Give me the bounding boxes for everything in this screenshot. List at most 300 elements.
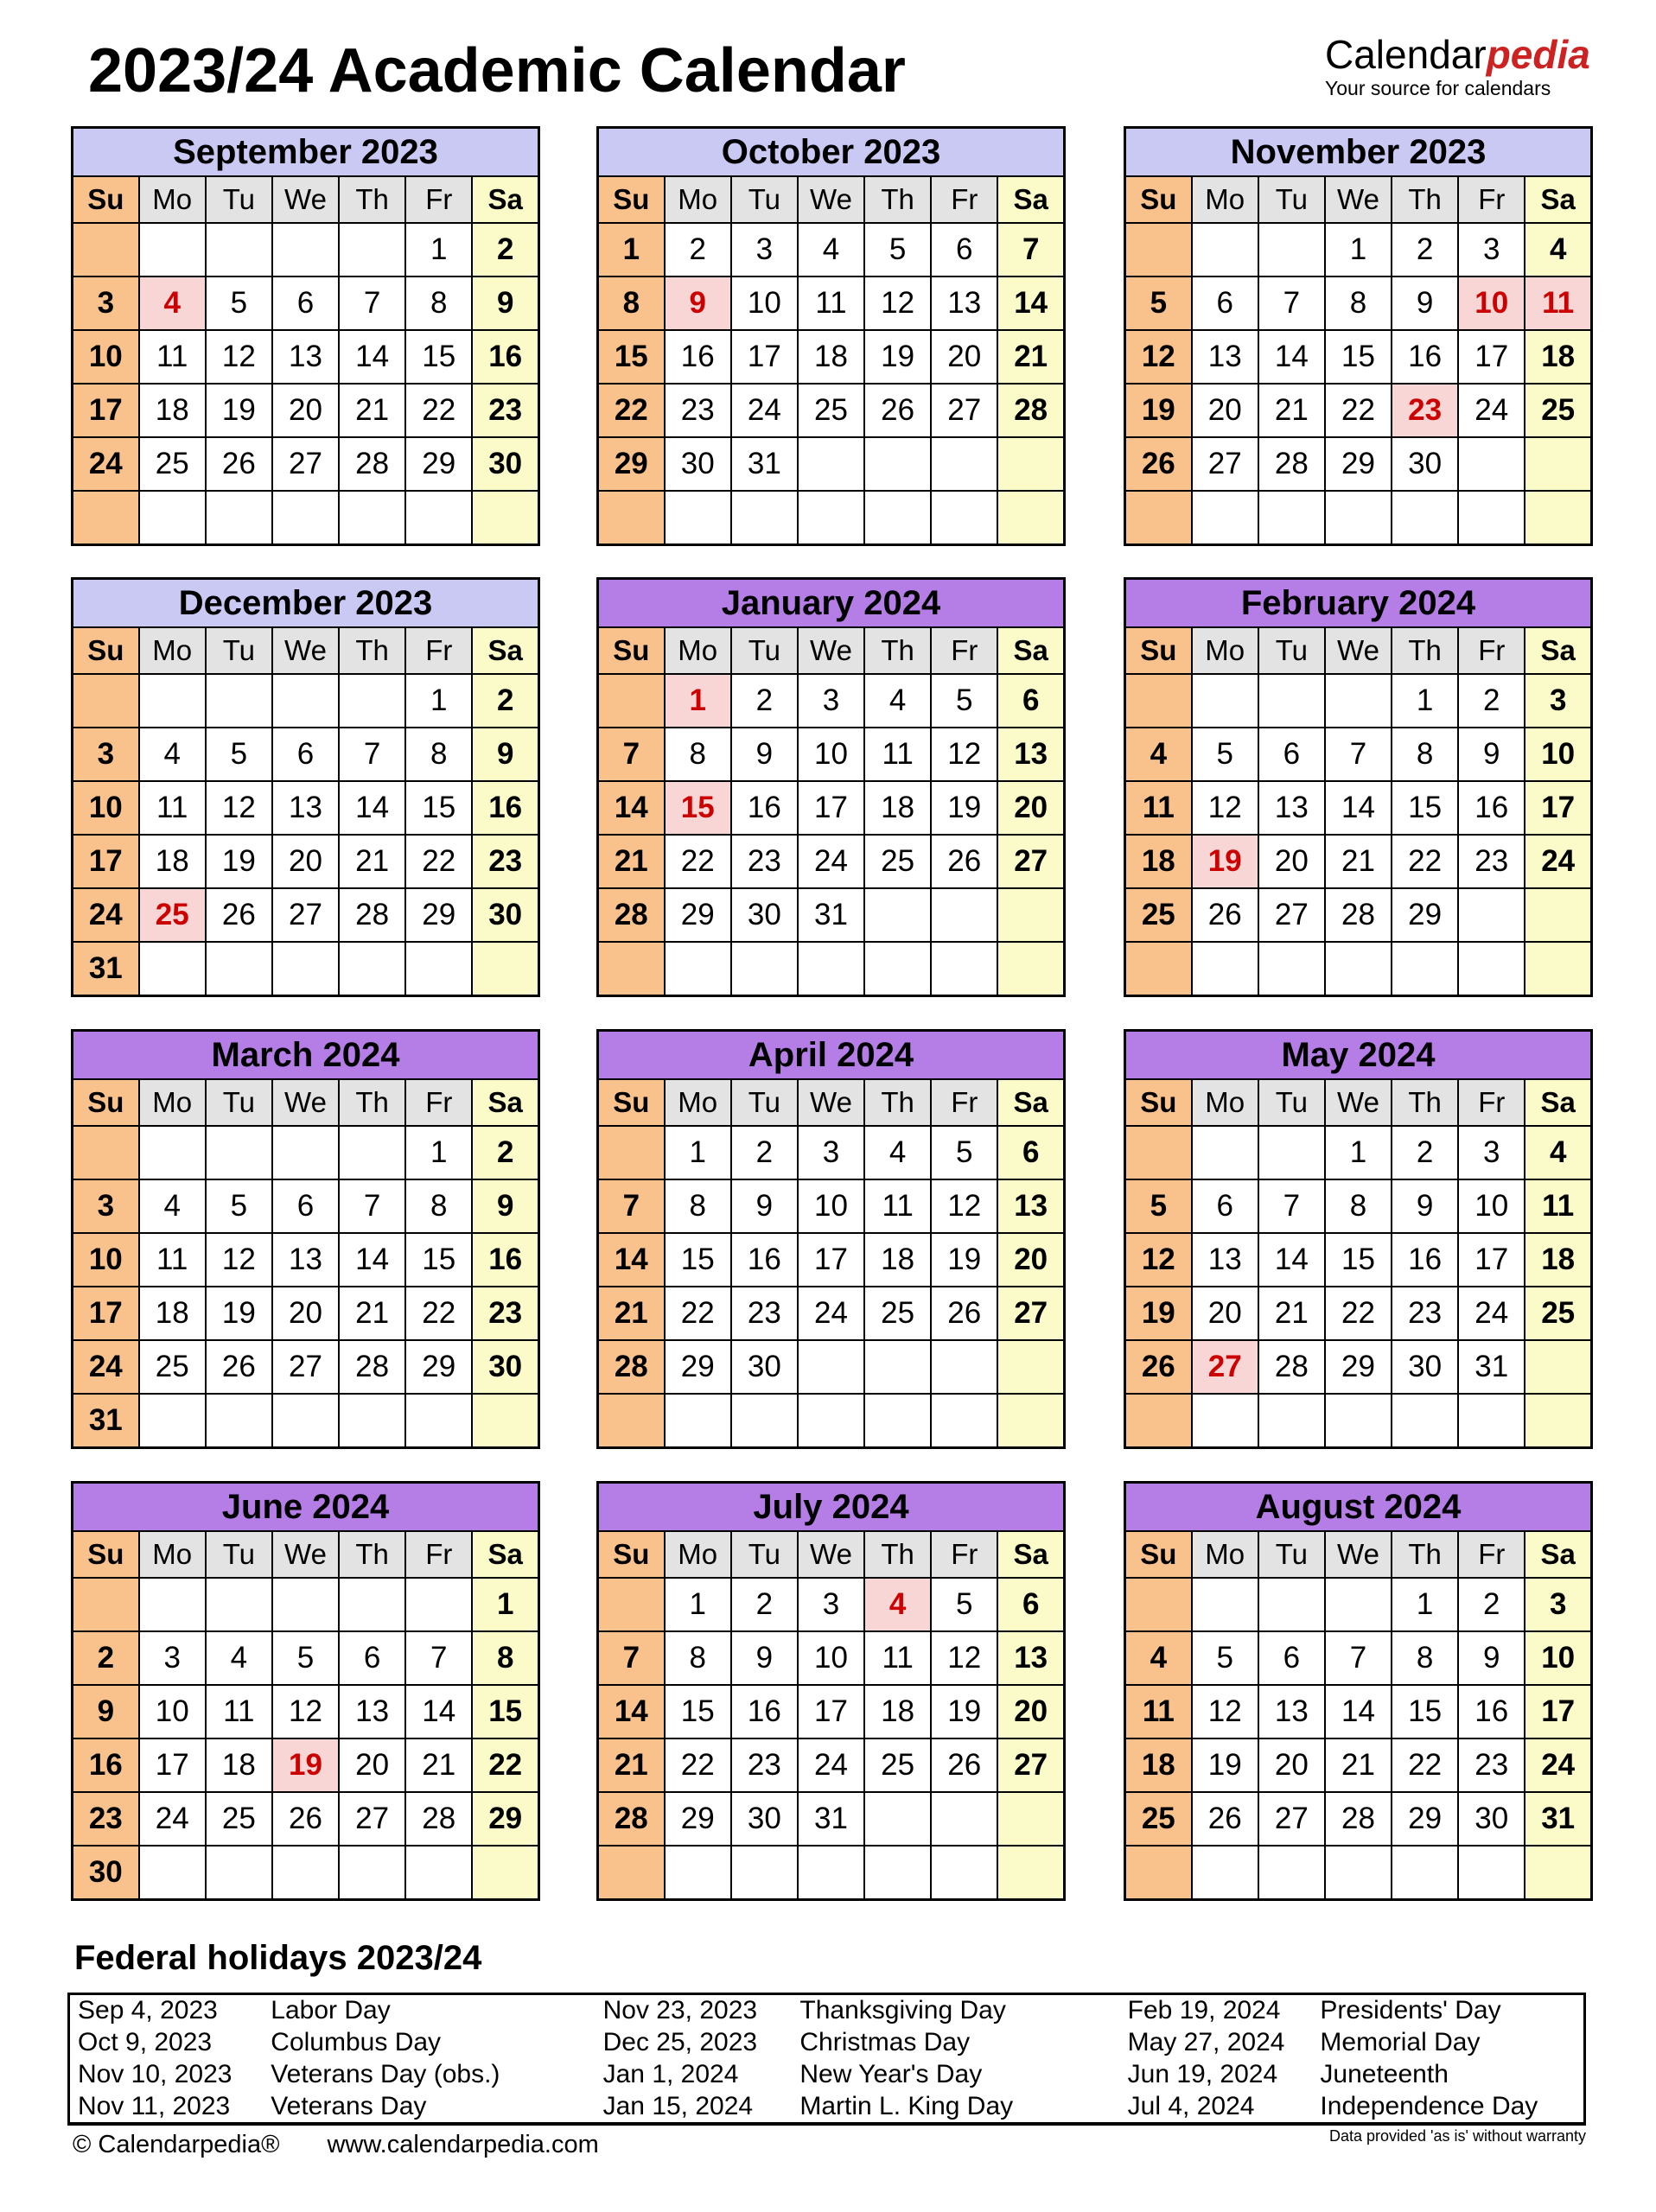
date-cell-empty xyxy=(272,491,339,545)
date-cell-empty xyxy=(1525,888,1591,942)
date-cell: 21 xyxy=(1325,835,1392,888)
date-cell: 8 xyxy=(1392,1631,1458,1685)
date-cell: 12 xyxy=(1125,1233,1192,1287)
date-cell-holiday: 10 xyxy=(1458,276,1525,330)
holiday-date: Jan 1, 2024 xyxy=(602,2059,739,2088)
date-cell: 29 xyxy=(665,1792,731,1846)
date-cell: 10 xyxy=(798,1631,864,1685)
date-cell: 26 xyxy=(1125,437,1192,491)
month-calendar-december-2023 xyxy=(71,577,540,997)
date-cell: 23 xyxy=(472,1287,538,1340)
date-cell: 3 xyxy=(1525,674,1591,728)
date-cell: 28 xyxy=(598,888,665,942)
date-cell-empty xyxy=(1125,674,1192,728)
date-cell: 9 xyxy=(1392,276,1458,330)
date-cell-empty xyxy=(405,1394,472,1448)
date-cell: 17 xyxy=(73,1287,139,1340)
date-cell: 11 xyxy=(139,1233,206,1287)
date-cell: 19 xyxy=(206,384,272,437)
date-cell-empty xyxy=(1392,1846,1458,1900)
date-cell: 1 xyxy=(405,1126,472,1179)
date-cell: 29 xyxy=(1325,1340,1392,1394)
month-calendar-march-2024 xyxy=(71,1029,540,1449)
date-cell: 15 xyxy=(665,1685,731,1738)
date-cell: 17 xyxy=(798,781,864,835)
date-cell-empty xyxy=(272,1578,339,1631)
date-cell-empty xyxy=(864,1846,931,1900)
date-cell-empty xyxy=(798,1340,864,1394)
date-cell-empty xyxy=(665,491,731,545)
date-cell: 3 xyxy=(139,1631,206,1685)
date-cell-empty xyxy=(598,942,665,996)
date-cell: 11 xyxy=(1125,1685,1192,1738)
logo-tagline: Your source for calendars xyxy=(1325,77,1551,99)
date-cell-empty xyxy=(1458,1394,1525,1448)
date-cell-empty xyxy=(598,1578,665,1631)
date-cell-empty xyxy=(997,1792,1064,1846)
weekday-header-sa: Sa xyxy=(997,176,1064,223)
date-cell-empty xyxy=(206,942,272,996)
date-cell-empty xyxy=(1392,942,1458,996)
date-cell: 18 xyxy=(864,1685,931,1738)
date-cell-empty xyxy=(73,1578,139,1631)
date-cell-empty xyxy=(798,437,864,491)
federal-holidays-title: Federal holidays 2023/24 xyxy=(74,1939,482,1977)
holiday-name: Memorial Day xyxy=(1320,2028,1481,2057)
holiday-name: Juneteenth xyxy=(1320,2059,1449,2088)
date-cell: 21 xyxy=(1325,1738,1392,1792)
date-cell: 22 xyxy=(405,384,472,437)
date-cell: 29 xyxy=(665,1340,731,1394)
date-cell: 5 xyxy=(206,728,272,781)
date-cell: 24 xyxy=(1525,835,1591,888)
date-cell: 8 xyxy=(1325,276,1392,330)
date-cell: 16 xyxy=(1392,1233,1458,1287)
date-cell: 6 xyxy=(1258,1631,1325,1685)
date-cell: 8 xyxy=(665,728,731,781)
date-cell: 25 xyxy=(798,384,864,437)
date-cell-empty xyxy=(1125,223,1192,276)
date-cell: 19 xyxy=(931,1233,997,1287)
date-cell: 10 xyxy=(73,330,139,384)
date-cell: 15 xyxy=(405,781,472,835)
date-cell-holiday: 15 xyxy=(665,781,731,835)
date-cell-empty xyxy=(1392,491,1458,545)
weekday-header-sa: Sa xyxy=(1525,627,1591,674)
date-cell-empty xyxy=(864,1394,931,1448)
date-cell-empty xyxy=(1125,1846,1192,1900)
date-cell: 22 xyxy=(405,835,472,888)
date-cell: 29 xyxy=(405,437,472,491)
month-title: March 2024 xyxy=(73,1031,539,1080)
date-cell-empty xyxy=(206,223,272,276)
weekday-header-su: Su xyxy=(73,176,139,223)
date-cell: 7 xyxy=(1325,1631,1392,1685)
date-cell: 5 xyxy=(272,1631,339,1685)
date-cell: 24 xyxy=(1458,384,1525,437)
date-cell: 5 xyxy=(931,1126,997,1179)
date-cell: 3 xyxy=(1458,1126,1525,1179)
date-cell-empty xyxy=(598,1126,665,1179)
date-cell: 14 xyxy=(339,1233,405,1287)
date-cell: 23 xyxy=(73,1792,139,1846)
date-cell: 11 xyxy=(206,1685,272,1738)
weekday-header-th: Th xyxy=(339,627,405,674)
federal-holidays-table xyxy=(67,1993,1586,2126)
date-cell: 18 xyxy=(206,1738,272,1792)
date-cell: 1 xyxy=(405,223,472,276)
date-cell: 15 xyxy=(405,1233,472,1287)
date-cell: 20 xyxy=(272,384,339,437)
date-cell-empty xyxy=(472,491,538,545)
date-cell-empty xyxy=(272,674,339,728)
date-cell: 18 xyxy=(1125,835,1192,888)
date-cell: 28 xyxy=(1258,1340,1325,1394)
weekday-header-we: We xyxy=(798,627,864,674)
date-cell: 13 xyxy=(1258,1685,1325,1738)
date-cell-empty xyxy=(931,942,997,996)
month-title: February 2024 xyxy=(1125,579,1592,628)
date-cell: 13 xyxy=(1192,1233,1258,1287)
date-cell: 27 xyxy=(272,437,339,491)
date-cell-empty xyxy=(1258,1394,1325,1448)
month-calendar-june-2024 xyxy=(71,1481,540,1901)
weekday-header-we: We xyxy=(798,176,864,223)
date-cell: 22 xyxy=(1392,1738,1458,1792)
date-cell: 3 xyxy=(73,276,139,330)
date-cell-empty xyxy=(931,1340,997,1394)
date-cell: 6 xyxy=(339,1631,405,1685)
date-cell: 23 xyxy=(1458,1738,1525,1792)
date-cell: 7 xyxy=(339,728,405,781)
date-cell: 10 xyxy=(73,781,139,835)
holiday-date: Nov 23, 2023 xyxy=(602,1996,758,2025)
date-cell: 10 xyxy=(1525,728,1591,781)
date-cell: 2 xyxy=(665,223,731,276)
date-cell: 19 xyxy=(1125,1287,1192,1340)
date-cell: 21 xyxy=(997,330,1064,384)
date-cell: 6 xyxy=(1192,276,1258,330)
holiday-date: Oct 9, 2023 xyxy=(78,2028,213,2057)
date-cell: 3 xyxy=(73,728,139,781)
date-cell: 24 xyxy=(139,1792,206,1846)
date-cell-empty xyxy=(206,674,272,728)
date-cell: 16 xyxy=(472,330,538,384)
date-cell: 2 xyxy=(1458,1578,1525,1631)
date-cell: 12 xyxy=(931,1631,997,1685)
date-cell: 19 xyxy=(206,1287,272,1340)
date-cell-empty xyxy=(1325,1846,1392,1900)
weekday-header-mo: Mo xyxy=(1192,176,1258,223)
date-cell-empty xyxy=(931,1846,997,1900)
date-cell: 20 xyxy=(997,781,1064,835)
date-cell-empty xyxy=(731,491,798,545)
date-cell-empty xyxy=(472,1394,538,1448)
month-title: October 2023 xyxy=(598,128,1065,177)
holiday-name: Veterans Day (obs.) xyxy=(271,2059,500,2088)
month-calendar-february-2024 xyxy=(1124,577,1593,997)
date-cell: 5 xyxy=(864,223,931,276)
date-cell: 24 xyxy=(731,384,798,437)
date-cell: 25 xyxy=(864,835,931,888)
date-cell: 15 xyxy=(472,1685,538,1738)
date-cell: 17 xyxy=(798,1233,864,1287)
date-cell: 9 xyxy=(731,1179,798,1233)
date-cell: 21 xyxy=(339,1287,405,1340)
date-cell: 24 xyxy=(798,1287,864,1340)
date-cell: 31 xyxy=(1458,1340,1525,1394)
date-cell-empty xyxy=(1458,437,1525,491)
date-cell: 15 xyxy=(1325,330,1392,384)
date-cell: 14 xyxy=(598,781,665,835)
weekday-header-su: Su xyxy=(598,1531,665,1578)
date-cell: 27 xyxy=(1258,888,1325,942)
date-cell: 7 xyxy=(339,1179,405,1233)
date-cell: 26 xyxy=(1125,1340,1192,1394)
date-cell: 4 xyxy=(864,674,931,728)
date-cell: 30 xyxy=(472,437,538,491)
holiday-name: Thanksgiving Day xyxy=(799,1996,1006,2025)
date-cell: 4 xyxy=(139,1179,206,1233)
date-cell: 29 xyxy=(405,888,472,942)
date-cell: 4 xyxy=(1125,1631,1192,1685)
date-cell: 27 xyxy=(1192,437,1258,491)
date-cell: 21 xyxy=(339,384,405,437)
date-cell-empty xyxy=(206,1578,272,1631)
weekday-header-tu: Tu xyxy=(1258,1531,1325,1578)
weekday-header-sa: Sa xyxy=(997,1531,1064,1578)
date-cell-empty xyxy=(1192,491,1258,545)
date-cell: 21 xyxy=(1258,1287,1325,1340)
weekday-header-we: We xyxy=(272,1531,339,1578)
holiday-date: Jun 19, 2024 xyxy=(1127,2059,1278,2088)
date-cell: 30 xyxy=(472,888,538,942)
weekday-header-tu: Tu xyxy=(731,1531,798,1578)
date-cell: 8 xyxy=(405,728,472,781)
holiday-date: Jan 15, 2024 xyxy=(602,2091,754,2120)
date-cell-empty xyxy=(339,1846,405,1900)
date-cell-empty xyxy=(272,1126,339,1179)
weekday-header-su: Su xyxy=(1125,1531,1192,1578)
date-cell: 5 xyxy=(931,674,997,728)
footer-line xyxy=(73,2131,599,2159)
date-cell: 28 xyxy=(339,437,405,491)
date-cell-empty xyxy=(1525,1340,1591,1394)
month-title: April 2024 xyxy=(598,1031,1065,1080)
date-cell: 13 xyxy=(931,276,997,330)
month-title: December 2023 xyxy=(73,579,539,628)
date-cell: 1 xyxy=(665,1126,731,1179)
date-cell: 30 xyxy=(73,1846,139,1900)
date-cell: 16 xyxy=(73,1738,139,1792)
date-cell-empty xyxy=(798,942,864,996)
date-cell: 29 xyxy=(598,437,665,491)
date-cell-empty xyxy=(1192,223,1258,276)
date-cell-empty xyxy=(472,1846,538,1900)
date-cell: 9 xyxy=(73,1685,139,1738)
date-cell-empty xyxy=(864,491,931,545)
date-cell-holiday: 9 xyxy=(665,276,731,330)
date-cell-empty xyxy=(1325,1578,1392,1631)
date-cell-empty xyxy=(1192,674,1258,728)
weekday-header-sa: Sa xyxy=(472,627,538,674)
date-cell: 17 xyxy=(1458,1233,1525,1287)
website-link[interactable]: www.calendarpedia.com xyxy=(327,2131,599,2158)
date-cell-empty xyxy=(139,1394,206,1448)
date-cell: 25 xyxy=(864,1738,931,1792)
date-cell: 21 xyxy=(1258,384,1325,437)
weekday-header-we: We xyxy=(272,627,339,674)
date-cell: 21 xyxy=(339,835,405,888)
date-cell: 25 xyxy=(206,1792,272,1846)
date-cell-empty xyxy=(798,1394,864,1448)
date-cell: 7 xyxy=(598,1179,665,1233)
weekday-header-su: Su xyxy=(1125,176,1192,223)
weekday-header-su: Su xyxy=(598,176,665,223)
date-cell: 17 xyxy=(1525,781,1591,835)
date-cell: 10 xyxy=(798,728,864,781)
date-cell: 22 xyxy=(1325,1287,1392,1340)
date-cell: 9 xyxy=(472,276,538,330)
date-cell-empty xyxy=(272,223,339,276)
date-cell: 16 xyxy=(665,330,731,384)
date-cell: 23 xyxy=(1458,835,1525,888)
weekday-header-th: Th xyxy=(1392,1531,1458,1578)
date-cell: 17 xyxy=(731,330,798,384)
month-calendar-july-2024 xyxy=(596,1481,1066,1901)
date-cell: 10 xyxy=(731,276,798,330)
weekday-header-sa: Sa xyxy=(472,176,538,223)
date-cell-empty xyxy=(405,942,472,996)
date-cell: 21 xyxy=(598,1738,665,1792)
date-cell: 2 xyxy=(1458,674,1525,728)
date-cell: 14 xyxy=(405,1685,472,1738)
date-cell: 30 xyxy=(731,1792,798,1846)
date-cell: 11 xyxy=(864,728,931,781)
weekday-header-su: Su xyxy=(1125,627,1192,674)
date-cell: 12 xyxy=(272,1685,339,1738)
date-cell-empty xyxy=(1458,888,1525,942)
date-cell: 22 xyxy=(1392,835,1458,888)
weekday-header-mo: Mo xyxy=(1192,627,1258,674)
date-cell-empty xyxy=(139,942,206,996)
date-cell: 14 xyxy=(1258,1233,1325,1287)
date-cell: 12 xyxy=(206,330,272,384)
date-cell: 14 xyxy=(1325,781,1392,835)
holiday-date: Nov 11, 2023 xyxy=(78,2091,231,2120)
date-cell: 6 xyxy=(272,1179,339,1233)
date-cell: 2 xyxy=(731,1578,798,1631)
date-cell: 21 xyxy=(598,835,665,888)
date-cell: 8 xyxy=(598,276,665,330)
weekday-header-mo: Mo xyxy=(1192,1531,1258,1578)
date-cell: 12 xyxy=(864,276,931,330)
weekday-header-we: We xyxy=(1325,176,1392,223)
date-cell: 3 xyxy=(73,1179,139,1233)
date-cell: 9 xyxy=(1458,1631,1525,1685)
month-calendar-september-2023 xyxy=(71,126,540,546)
logo-brand xyxy=(1325,32,1590,77)
date-cell: 26 xyxy=(206,888,272,942)
weekday-header-fr: Fr xyxy=(1458,627,1525,674)
weekday-header-mo: Mo xyxy=(139,627,206,674)
weekday-header-sa: Sa xyxy=(1525,1079,1591,1126)
date-cell: 2 xyxy=(73,1631,139,1685)
month-title: May 2024 xyxy=(1125,1031,1592,1080)
date-cell: 15 xyxy=(405,330,472,384)
date-cell: 9 xyxy=(472,1179,538,1233)
date-cell-empty xyxy=(139,674,206,728)
date-cell: 14 xyxy=(598,1233,665,1287)
date-cell: 1 xyxy=(598,223,665,276)
date-cell: 20 xyxy=(997,1233,1064,1287)
date-cell: 3 xyxy=(798,674,864,728)
weekday-header-tu: Tu xyxy=(1258,176,1325,223)
date-cell: 17 xyxy=(798,1685,864,1738)
date-cell-empty xyxy=(931,491,997,545)
date-cell: 23 xyxy=(1392,1287,1458,1340)
holiday-date: May 27, 2024 xyxy=(1127,2028,1285,2057)
date-cell: 27 xyxy=(931,384,997,437)
date-cell: 11 xyxy=(1125,781,1192,835)
weekday-header-we: We xyxy=(798,1531,864,1578)
date-cell: 8 xyxy=(472,1631,538,1685)
month-title: September 2023 xyxy=(73,128,539,177)
date-cell: 16 xyxy=(731,1685,798,1738)
weekday-header-fr: Fr xyxy=(405,627,472,674)
date-cell: 24 xyxy=(798,835,864,888)
date-cell: 4 xyxy=(798,223,864,276)
date-cell: 26 xyxy=(1192,888,1258,942)
date-cell: 31 xyxy=(73,942,139,996)
weekday-header-sa: Sa xyxy=(1525,176,1591,223)
date-cell: 26 xyxy=(1192,1792,1258,1846)
date-cell-empty xyxy=(1258,674,1325,728)
holiday-name: Columbus Day xyxy=(271,2028,442,2057)
date-cell: 11 xyxy=(798,276,864,330)
date-cell: 31 xyxy=(1525,1792,1591,1846)
date-cell-holiday: 27 xyxy=(1192,1340,1258,1394)
date-cell: 26 xyxy=(272,1792,339,1846)
date-cell: 13 xyxy=(1192,330,1258,384)
weekday-header-fr: Fr xyxy=(1458,1079,1525,1126)
logo-brand-black: Calendar xyxy=(1325,32,1487,77)
date-cell-empty xyxy=(1392,1394,1458,1448)
date-cell: 26 xyxy=(931,835,997,888)
month-calendar-january-2024 xyxy=(596,577,1066,997)
date-cell: 2 xyxy=(731,674,798,728)
weekday-header-th: Th xyxy=(339,1531,405,1578)
date-cell: 11 xyxy=(139,330,206,384)
weekday-header-mo: Mo xyxy=(139,1079,206,1126)
date-cell: 25 xyxy=(139,1340,206,1394)
date-cell: 3 xyxy=(798,1578,864,1631)
weekday-header-sa: Sa xyxy=(472,1531,538,1578)
date-cell-empty xyxy=(864,1340,931,1394)
holiday-name: Labor Day xyxy=(271,1996,391,2025)
date-cell-empty xyxy=(931,437,997,491)
date-cell: 2 xyxy=(472,223,538,276)
date-cell: 22 xyxy=(665,835,731,888)
date-cell: 20 xyxy=(272,835,339,888)
weekday-header-tu: Tu xyxy=(731,1079,798,1126)
date-cell: 13 xyxy=(272,1233,339,1287)
date-cell: 15 xyxy=(665,1233,731,1287)
date-cell-empty xyxy=(73,491,139,545)
date-cell: 6 xyxy=(1258,728,1325,781)
date-cell-empty xyxy=(997,942,1064,996)
date-cell: 6 xyxy=(931,223,997,276)
